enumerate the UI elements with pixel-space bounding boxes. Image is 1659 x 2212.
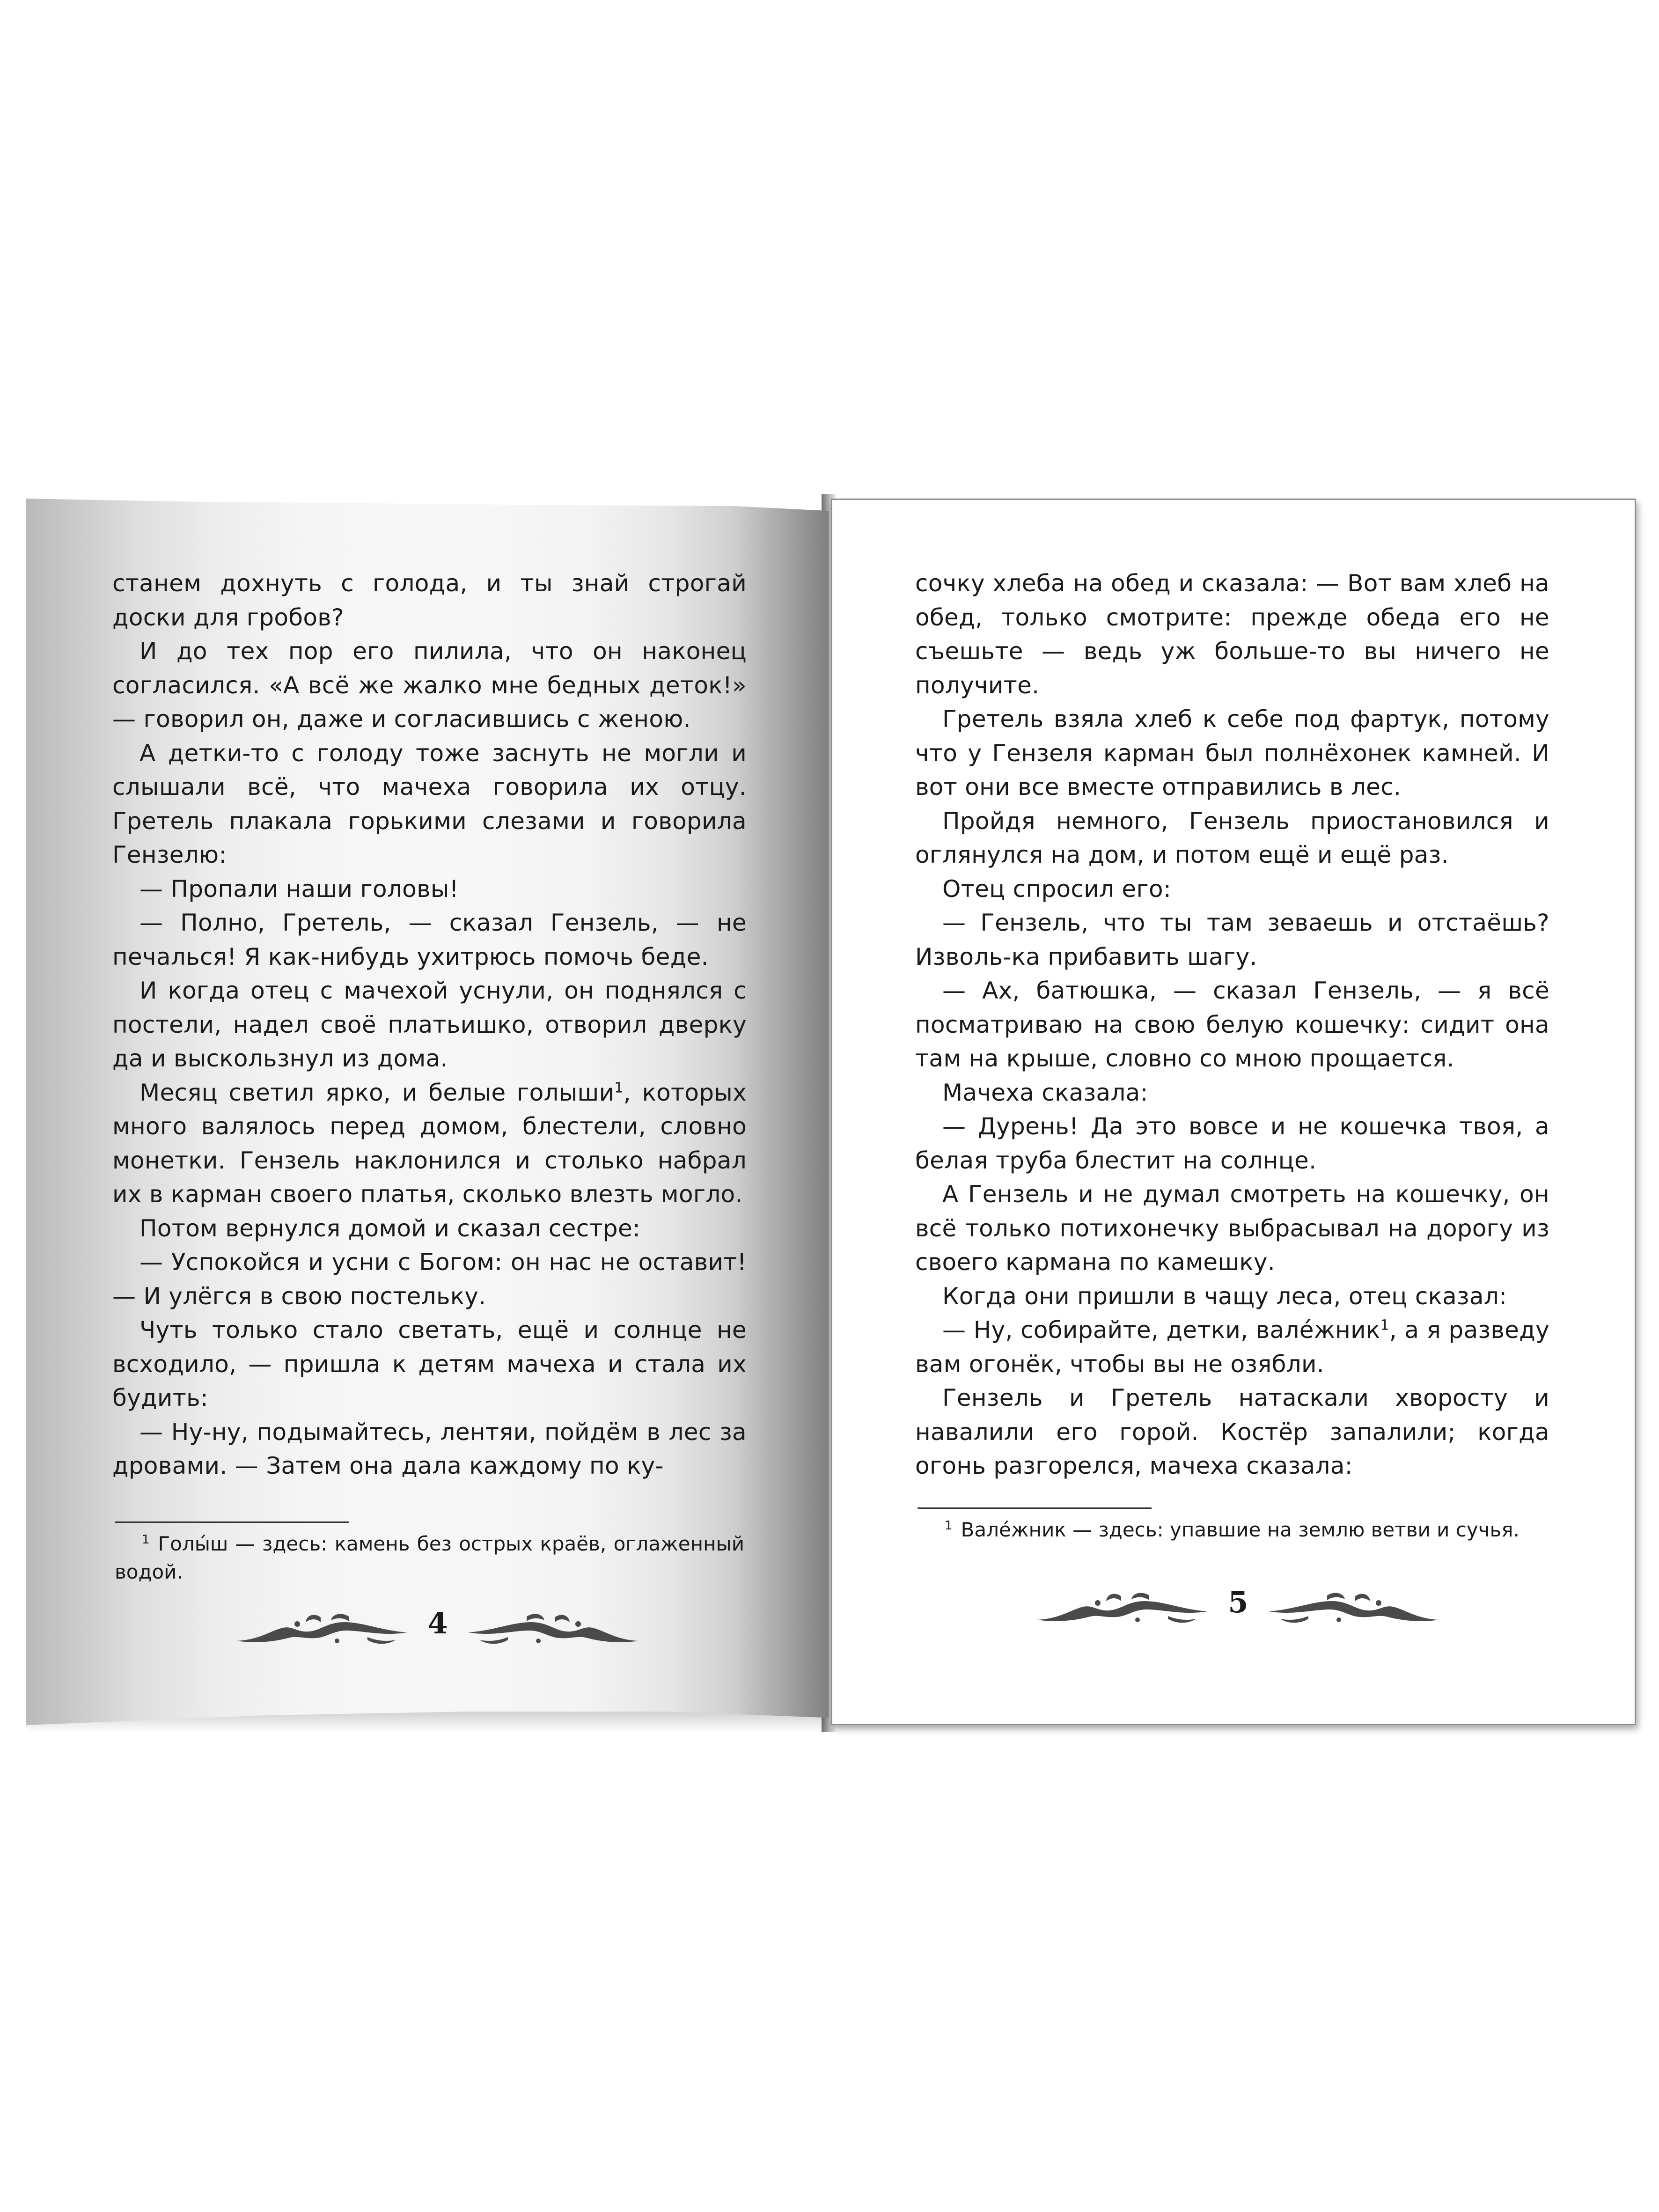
paragraph: — Пропали наши головы! (139, 875, 459, 903)
paragraph: А Гензель и не думал смотреть на кошечку, он всё только потихонечку выбрасывал на дорогу из своего кармана по камешку. (915, 1181, 1549, 1276)
flourish-ornament-icon (466, 1603, 648, 1655)
paragraph-with-footnote-ref (112, 1076, 747, 1212)
footnote-ref[interactable]: 1 (614, 1079, 624, 1096)
paragraph-text: , которых много валялось перед домом, блестели, словно монетки. Гензель наклонился и столько набрал их в карман своего платья, сколько влезть могло. (112, 1079, 747, 1208)
paragraph: станем дохнуть с голода, и ты знай строгай доски для гробов? (112, 570, 747, 631)
footnote-divider (115, 1521, 349, 1523)
left-page-text (112, 566, 747, 1483)
paragraph: Чуть только стало светать, ещё и солнце не всходило, — пришла к детям мачеха и стала их будить: (112, 1316, 747, 1411)
paragraph: И до тех пор его пилила, что он наконец согласился. «А всё же жалко мне бедных деток!» — говорил он, даже и согласившись с женою. (112, 638, 747, 733)
paragraph: — Гензель, что ты там зеваешь и отстаёшь? Изволь-ка прибавить шагу. (915, 909, 1549, 970)
paragraph-text: — Ну, собирайте, детки, вале́жник (942, 1316, 1380, 1344)
paragraph: — Ах, батюшка, — сказал Гензель, — я всё посматриваю на свою белую кошечку: сидит она там на крыше, словно со мною прощается. (915, 977, 1549, 1072)
paragraph: И когда отец с мачехой уснули, он поднялся с постели, надел своё платьишко, отворил дверку да и выскользнул из дома. (112, 977, 747, 1072)
paragraph: — Дурень! Да это вовсе и не кошечка твоя, а белая труба блестит на солнце. (915, 1113, 1549, 1174)
paragraph: — Полно, Гретель, — сказал Гензель, — не печалься! Я как-нибудь ухитрюсь помочь беде. (112, 909, 747, 970)
footnote-text: Вале́жник — здесь: упавшие на землю ветви и сучья. (961, 1518, 1520, 1541)
paragraph: — Ну-ну, подымайтесь, лентяи, пойдём в лес за дровами. — Затем она дала каждому по ку- (112, 1418, 747, 1479)
paragraph: Когда они пришли в чащу леса, отец сказал: (942, 1282, 1507, 1310)
paragraph: Гензель и Гретель натаскали хворосту и навалили его горой. Костёр запалили; когда огонь разгорелся, мачеха сказала: (915, 1384, 1549, 1479)
footnote-text: Голы́ш — здесь: камень без острых краёв, оглаженный водой. (115, 1532, 744, 1583)
footnote-mark: 1 (142, 1533, 150, 1547)
footnote-ref[interactable]: 1 (1380, 1317, 1389, 1334)
page-number: 5 (1228, 1585, 1248, 1619)
paragraph-text: , а я разведу вам огонёк, чтобы вы не озябли. (915, 1316, 1550, 1378)
flourish-ornament-icon (1266, 1582, 1449, 1634)
paragraph: сочку хлеба на обед и сказала: — Вот вам хлеб на обед, только смотрите: прежде обеда его не съешьте — ведь уж больше-то вы ничего не получите. (915, 570, 1549, 699)
footnote-divider (918, 1507, 1152, 1509)
paragraph: А детки-то с голоду тоже заснуть не могли и слышали всё, что мачеха говорила их отцу. Гретель плакала горькими слезами и говорила Гензелю: (112, 739, 747, 868)
footnote (918, 1516, 1547, 1544)
page-number: 4 (427, 1606, 448, 1640)
page-footer (227, 1603, 648, 1655)
footnote-mark: 1 (945, 1519, 953, 1533)
paragraph: Потом вернулся домой и сказал сестре: (139, 1214, 641, 1242)
right-page-text (915, 566, 1549, 1483)
paragraph: Отец спросил его: (942, 875, 1172, 903)
paragraph: Пройдя немного, Гензель приостановился и оглянулся на дом, и потом ещё и ещё раз. (915, 807, 1549, 868)
footnote (115, 1530, 744, 1586)
paragraph-text: Месяц светил ярко, и белые голыши (139, 1079, 615, 1106)
paragraph: — Успокойся и усни с Богом: он нас не оставит! — И улёгся в свою постельку. (112, 1249, 747, 1310)
paragraph-with-footnote-ref (915, 1313, 1549, 1381)
paragraph: Мачеха сказала: (942, 1079, 1148, 1106)
paragraph: Гретель взяла хлеб к себе под фартук, потому что у Гензеля карман был полнёхонек камней. И вот они все вместе отправились в лес. (915, 705, 1549, 801)
page-footer (1028, 1582, 1449, 1634)
